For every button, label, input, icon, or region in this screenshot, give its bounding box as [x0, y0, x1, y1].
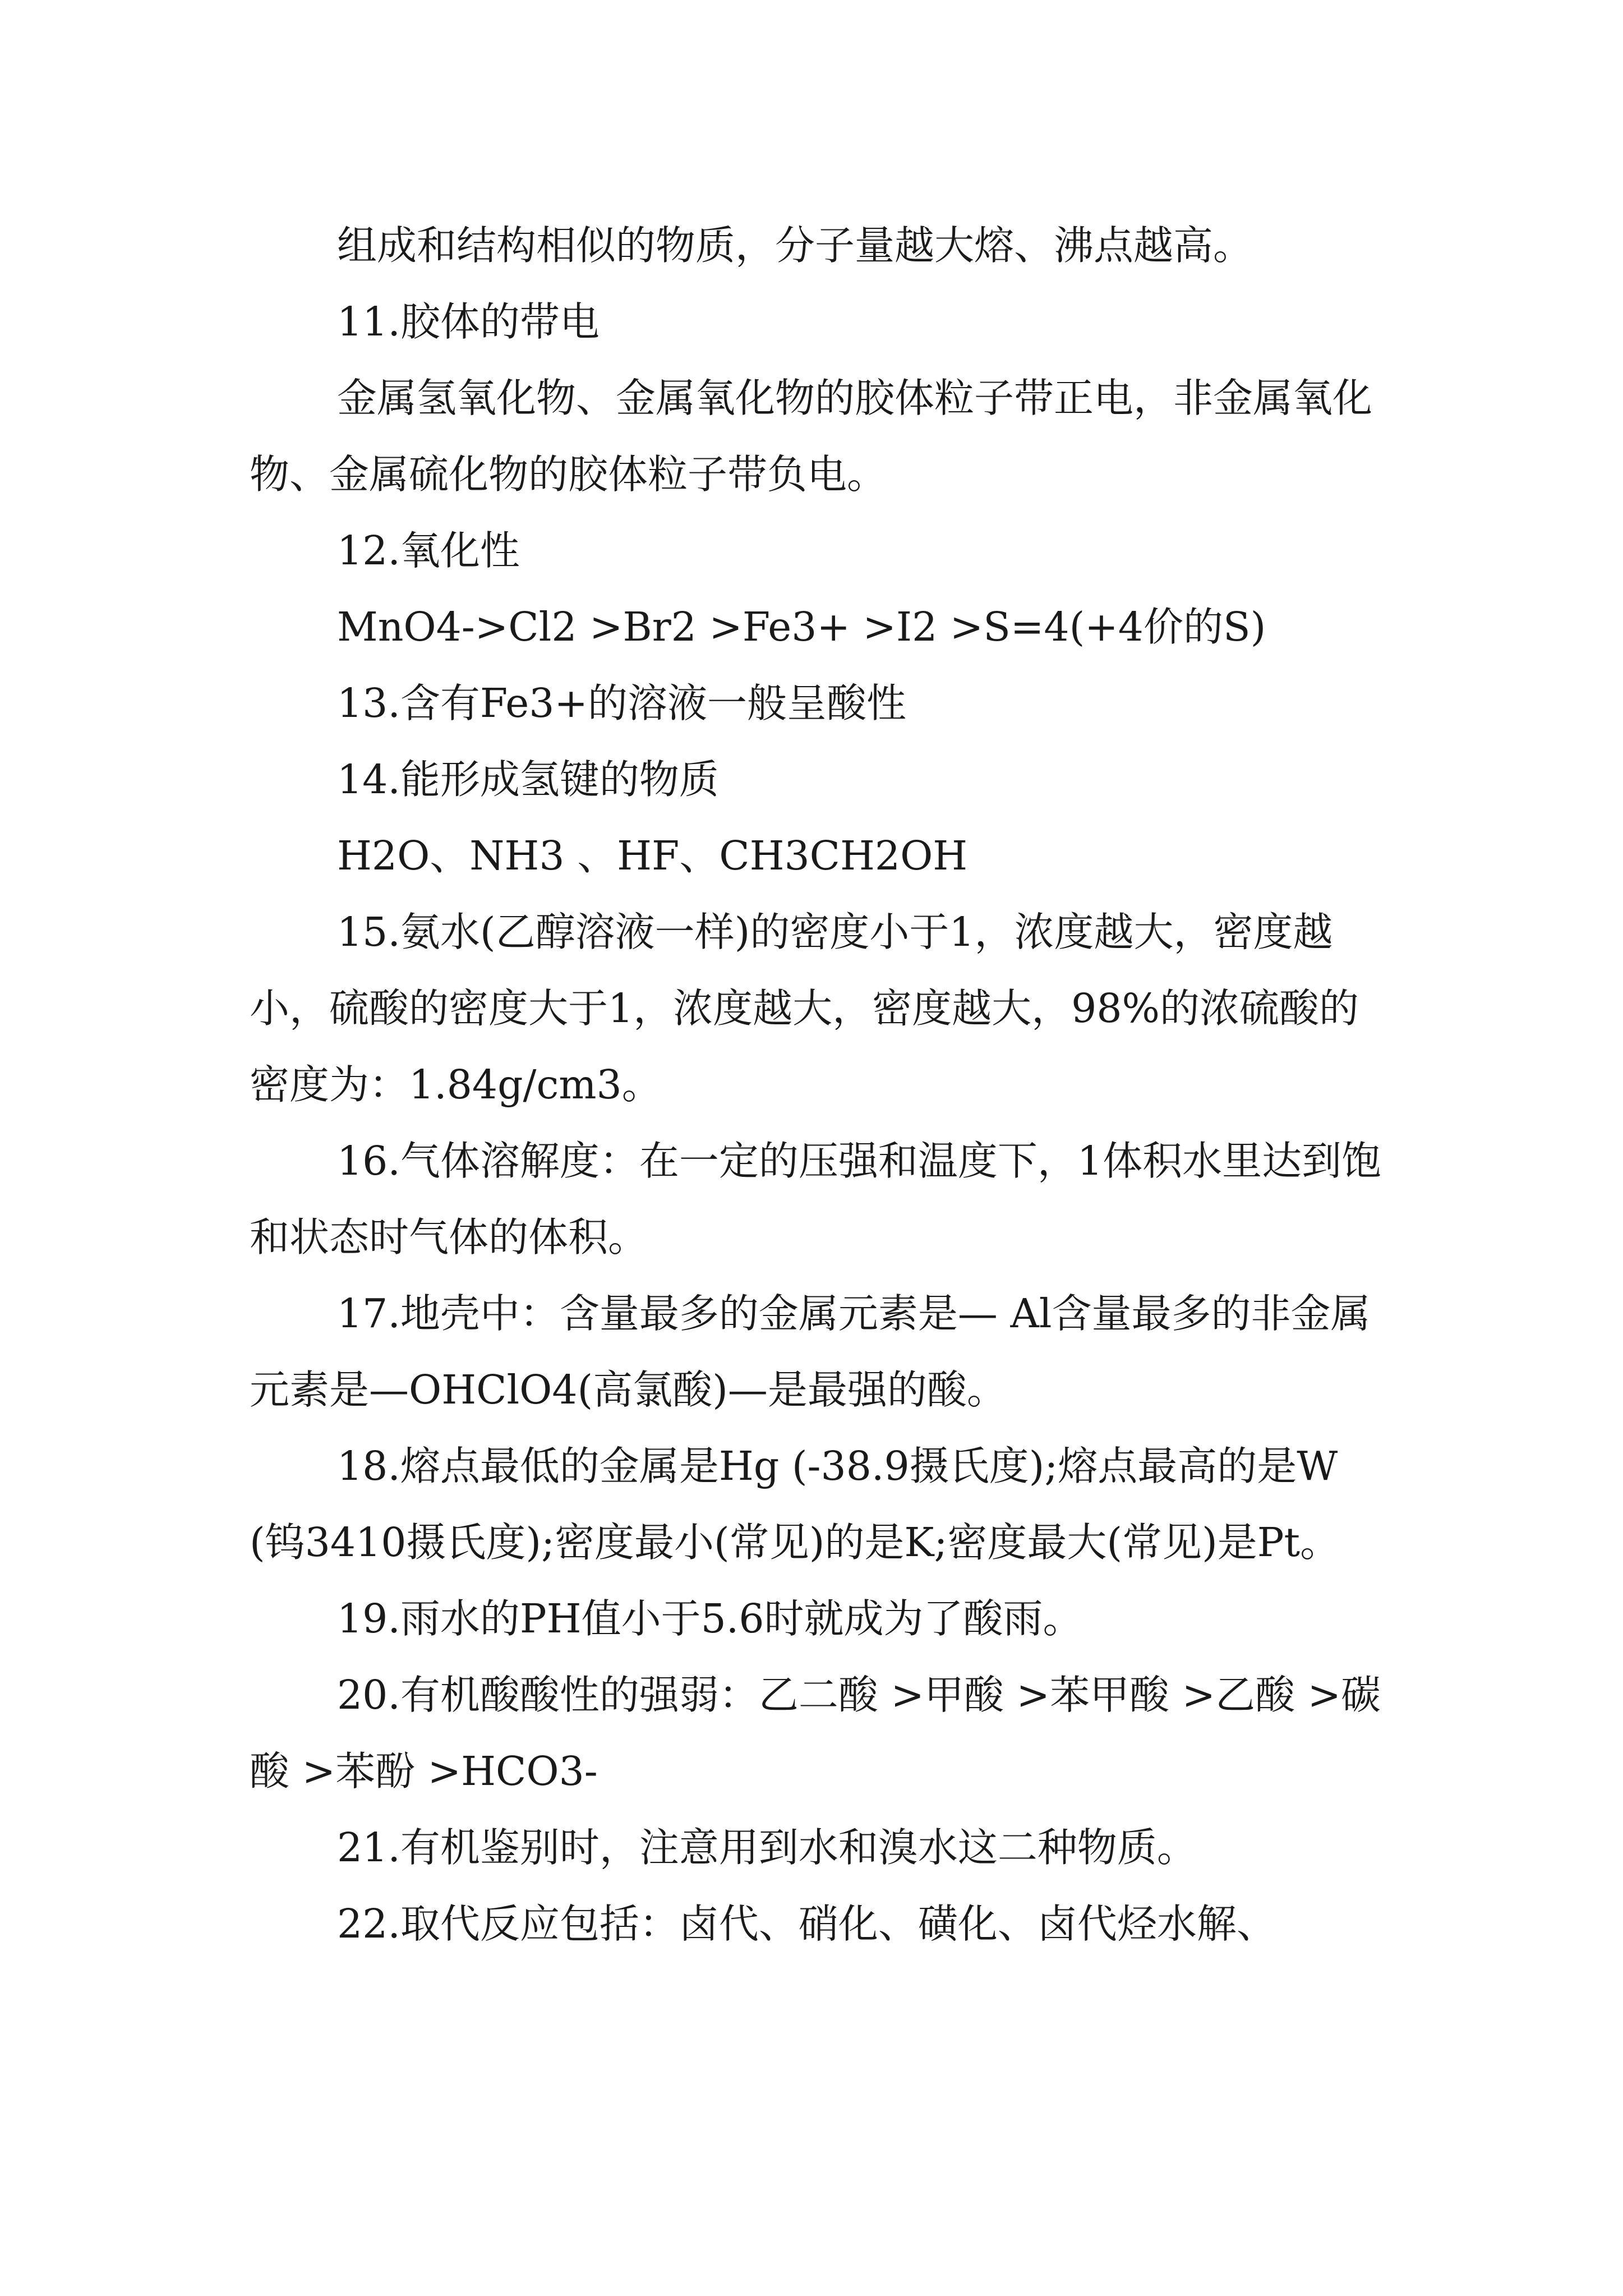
paragraph-boiling-point-rule: 组成和结构相似的物质，分子量越大熔、沸点越高。 [337, 222, 1253, 269]
heading-colloid-charge: 11.胶体的带电 [337, 298, 600, 345]
paragraph-acid-rain: 19.雨水的PH值小于5.6时就成为了酸雨。 [337, 1595, 1083, 1642]
paragraph-colloid-charge: 金属氢氧化物、金属氧化物的胶体粒子带正电，非金属氧化物、金属硫化物的胶体粒子带负电。 [250, 375, 1373, 498]
heading-hydrogen-bond: 14.能形成氢键的物质 [337, 756, 719, 803]
document-body [250, 208, 1388, 1962]
paragraph-organic-acid-strength: 20.有机酸酸性的强弱：乙二酸 >甲酸 >苯甲酸 >乙酸 >碳酸 >苯酚 >HCO3- [250, 1672, 1381, 1795]
paragraph-fe3-acidic: 13.含有Fe3+的溶液一般呈酸性 [337, 680, 906, 726]
paragraph-substitution-reactions: 22.取代反应包括：卤代、硝化、磺化、卤代烃水解、 [337, 1901, 1276, 1947]
paragraph-melting-density-metals: 18.熔点最低的金属是Hg (-38.9摄氏度);熔点最高的是W(钨3410摄氏度);密度最小(常见)的是K;密度最大(常见)是Pt。 [250, 1443, 1340, 1566]
paragraph-density-ammonia-sulfuric: 15.氨水(乙醇溶液一样)的密度小于1，浓度越大，密度越小，硫酸的密度大于1，浓度越大，密度越大，98%的浓硫酸的密度为：1.84g/cm3。 [250, 909, 1359, 1108]
paragraph-organic-identification: 21.有机鉴别时，注意用到水和溴水这二种物质。 [337, 1824, 1197, 1871]
paragraph-gas-solubility: 16.气体溶解度：在一定的压强和温度下，1体积水里达到饱和状态时气体的体积。 [250, 1138, 1382, 1260]
paragraph-hydrogen-bond-substances: H2O、NH3 、HF、CH3CH2OH [337, 832, 968, 879]
paragraph-earth-crust: 17.地壳中：含量最多的金属元素是— Al含量最多的非金属元素是—OHClO4(高氯酸)—是最强的酸。 [250, 1290, 1371, 1413]
paragraph-oxidizing-order: MnO4->Cl2 >Br2 >Fe3+ >I2 >S=4(+4价的S) [337, 604, 1266, 650]
heading-oxidizing-power: 12.氧化性 [337, 527, 520, 574]
